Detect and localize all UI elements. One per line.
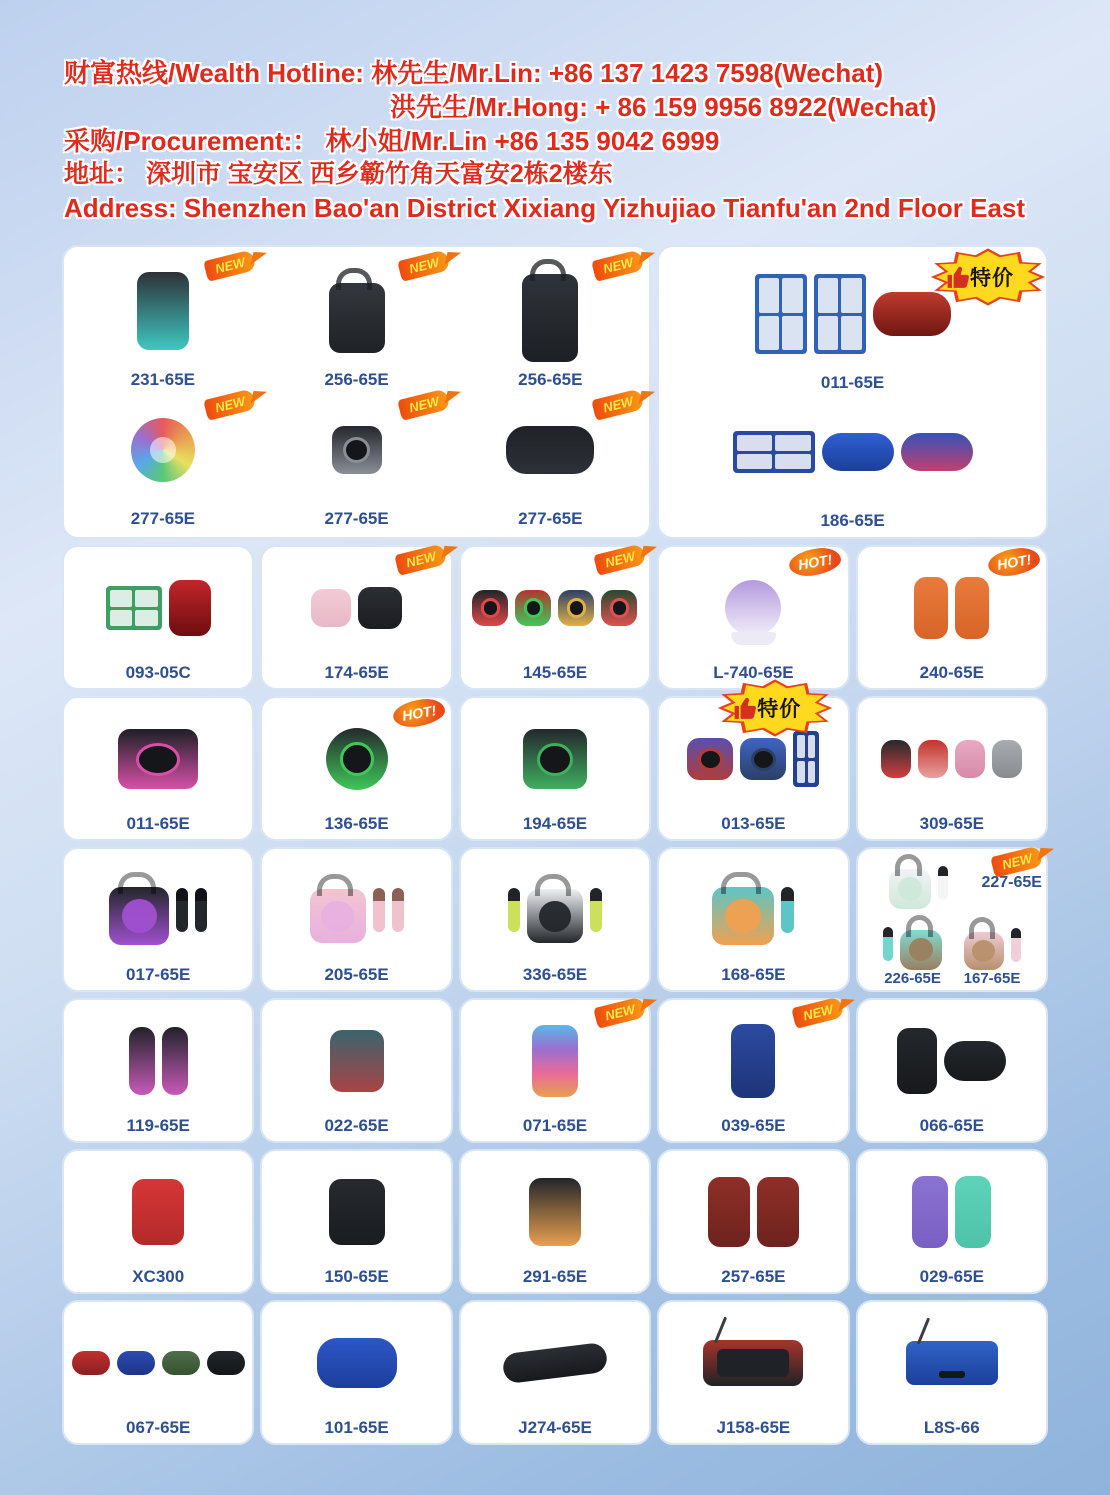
product-image-cyl [914,577,948,639]
product-photo [883,918,942,970]
pcb-chip [797,761,805,784]
product-photo [663,1159,843,1265]
product-code-label: 194-65E [522,814,588,834]
product-cell [856,998,1048,1143]
product-code-label: 066-65E [919,1116,984,1136]
product-code-label: 136-65E [324,814,389,834]
product-code-label: 257-65E [721,1267,786,1287]
product-image-radio [906,1341,998,1385]
product-photo [68,1159,248,1265]
pcb-chip [782,278,803,313]
product-image-cyl [912,1176,948,1248]
wealth-hotline-line: 财富热线/Wealth Hotline: 林先生/Mr.Lin: +86 137 1423 7598(Wechat) [64,58,883,88]
product-code-label: 240-65E [919,663,984,683]
speaker-grille [898,877,922,900]
product-code-label: 119-65E [126,1116,190,1136]
product-cell [657,1149,849,1294]
product-cell [856,847,1048,992]
speaker-grille [539,901,571,932]
product-photo [266,857,446,963]
product-image-cyl [731,1024,775,1098]
product-code-label: 256-65E [324,370,389,390]
product-code-label: 205-65E [324,965,389,985]
product-image-handle [329,283,385,353]
product-item [260,392,454,531]
speaker-grille [524,598,544,618]
product-image-mic [508,888,520,932]
product-photo [68,1008,248,1114]
product-trio [862,857,1042,987]
product-image-cyl [757,1177,799,1247]
product-item [883,918,942,987]
product-image-sq [523,729,587,789]
product-pair [862,918,1042,987]
new-badge: NEW [204,388,258,421]
pcb-chip [759,278,780,313]
product-image-karaoke [964,932,1004,970]
product-image-karaoke [527,889,583,943]
carry-handle [535,874,571,896]
product-photo [68,706,248,812]
product-code-label: 186-65E [820,511,885,531]
speaker-grille [698,748,723,771]
product-item [964,920,1021,987]
special-price-label: 特价 [969,267,1014,290]
product-image-sq [118,729,198,789]
product-cell [62,998,254,1143]
product-cell [459,696,651,841]
speaker-grille [136,743,180,776]
product-item [66,253,260,392]
product-code-label: 167-65E [963,969,1021,987]
product-image-cyl [918,740,948,778]
speaker-grille [567,598,587,618]
special-price-badge [936,251,1040,303]
product-image-hcyl [207,1351,245,1375]
product-cell [459,1149,651,1294]
product-image-pcb [793,731,819,787]
product-code-label: 168-65E [721,965,786,985]
product-cell [657,545,849,690]
product-image-mic [590,888,602,932]
product-code-label: 071-65E [522,1116,588,1136]
product-cell [260,1300,452,1445]
antenna [714,1317,727,1344]
product-image-sq [472,590,508,626]
pcb-chip [808,735,816,758]
product-code-label: 011-65E [820,373,885,393]
product-code-label: 277-65E [130,509,195,529]
product-code-label: L8S-66 [923,1418,980,1438]
product-image-mic [938,866,948,900]
product-photo [68,857,248,963]
product-cell [459,998,651,1143]
product-cell [62,1300,254,1445]
pcb-chip [135,590,158,607]
product-image-cyl [162,1027,188,1095]
product-cell [657,847,849,992]
product-photo [465,1310,645,1416]
product-cell [459,847,651,992]
product-cell [260,998,452,1143]
product-photo [266,555,446,661]
product-photo [862,1159,1042,1265]
product-image-cyl [708,1177,750,1247]
product-photo [862,1310,1042,1416]
product-image-cyl [881,740,911,778]
product-image-hcyl [72,1351,110,1375]
product-image-hcyl [822,433,894,471]
product-image-karaoke [712,887,774,945]
product-image-karaoke [109,887,169,945]
product-photo [266,1310,446,1416]
product-photo [68,555,248,661]
product-cell [260,545,452,690]
product-code-label: 277-65E [324,509,389,529]
product-cell [856,1149,1048,1294]
carry-handle [895,854,922,876]
pcb-chip [775,454,811,470]
product-cell [856,545,1048,690]
contact-header [64,56,1025,225]
product-code-label: 067-65E [126,1418,191,1438]
product-image-cyl [897,1028,937,1094]
product-image-sq [687,738,733,780]
product-image-boombox [703,1340,803,1386]
pcb-chip [737,454,773,470]
new-badge: NEW [990,845,1044,878]
product-image-mic [1011,928,1021,962]
speaker-panel [717,1349,789,1377]
new-badge: NEW [593,543,647,576]
pcb-chip [775,435,811,451]
product-photo [964,920,1021,970]
product-image-mic [883,927,893,961]
product-image-sq [558,590,594,626]
new-badge: NEW [791,996,845,1029]
product-code-label: 256-65E [518,370,583,390]
product-image-karaoke [889,869,931,909]
product-image-cyl [129,1027,155,1095]
product-image-handle [522,274,578,362]
pcb-chip [797,735,805,758]
product-photo [663,1310,843,1416]
hotline-line-2: 洪先生/Mr.Hong: + 86 159 9956 8922(Wechat) [390,92,937,122]
speaker-grille [537,743,572,776]
product-photo [862,706,1042,812]
product-code-label: J158-65E [716,1418,791,1438]
product-image-hcyl [117,1351,155,1375]
product-cell [62,847,254,992]
antenna [917,1318,930,1345]
address-line-en: Address: Shenzhen Bao'an District Xixiang Yizhujiao Tianfu'an 2nd Floor East [64,193,1026,223]
product-cell [260,1149,452,1294]
product-photo [663,1008,843,1114]
product-code-label: 309-65E [919,814,984,834]
product-code-label: 017-65E [126,965,191,985]
product-code-label: 022-65E [324,1116,389,1136]
product-code-label: 101-65E [324,1418,389,1438]
speaker-grille [122,899,157,933]
thumbs-up-icon [946,264,972,290]
conch-swirl [150,437,176,463]
pcb-chip [759,316,780,351]
product-image-pcb [733,431,815,473]
product-cell [459,545,651,690]
product-image-sq [740,738,786,780]
carry-handle [721,872,761,894]
product-item [665,395,1040,533]
product-image-hcyl [162,1351,200,1375]
product-cell [657,1300,849,1445]
pcb-chip [135,610,158,627]
special-price-label: 特价 [757,698,802,721]
product-code-label: 011-65E [126,814,190,834]
product-image-mic [781,887,794,933]
carry-handle [969,917,995,939]
product-image-hcyl [901,433,973,471]
product-code-label: 291-65E [522,1267,588,1287]
product-cell [260,847,452,992]
pcb-chip [782,316,803,351]
product-image-ball [725,580,781,636]
product-code-label: 039-65E [721,1116,786,1136]
new-badge: NEW [397,388,451,421]
product-item [260,253,454,392]
carry-handle [530,259,566,281]
pcb-chip [841,278,862,313]
speaker-grille [909,938,933,961]
hot-badge: HOT! [986,545,1042,580]
product-image-cyl [955,1176,991,1248]
speaker-grille [610,598,630,618]
product-image-hcyl [317,1338,397,1388]
product-photo [465,857,645,963]
product-image-mic [195,888,207,932]
product-photo [266,1008,446,1114]
product-code-label: 029-65E [919,1267,984,1287]
pcb-chip [737,435,773,451]
product-code-label: 013-65E [721,814,786,834]
new-badge: NEW [395,543,449,576]
product-photo [68,1310,248,1416]
product-image-circle [326,728,388,790]
carry-handle [906,915,933,937]
new-badge: NEW [593,996,647,1029]
product-image-sq [515,590,551,626]
product-image-pcb [106,586,162,630]
product-image-cyl [132,1179,184,1245]
featured-new-products-cell [62,245,651,539]
product-code-label: L-740-65E [713,663,794,683]
product-image-sq [332,426,382,474]
pcb-chip [110,590,133,607]
product-image-bar [502,1342,609,1384]
pcb-chip [818,316,839,351]
speaker-slot [939,1371,965,1378]
thumbs-up-icon [733,695,759,721]
product-image-cyl [992,740,1022,778]
product-photo [862,1008,1042,1114]
pcb-chip [110,610,133,627]
product-image-hcyl [506,426,594,474]
product-item [453,392,647,531]
product-cell [856,696,1048,841]
product-code-label: XC300 [132,1267,185,1287]
procurement-line: 采购/Procurement:： 林小姐/Mr.Lin +86 135 9042 6999 [64,126,720,156]
product-photo [465,706,645,812]
carry-handle [118,872,156,894]
hot-badge: HOT! [788,545,844,580]
product-image-pcb [755,274,807,354]
pcb-chip [841,316,862,351]
product-image-cyl [955,740,985,778]
product-cell [657,696,849,841]
product-image-karaoke [310,889,366,943]
product-cell [62,696,254,841]
product-item [66,392,260,531]
product-photo [465,555,645,661]
product-image-mic [392,888,404,932]
product-code-label: 174-65E [324,663,389,683]
product-photo [663,857,843,963]
speaker-grille [725,899,761,933]
product-code-label: J274-65E [518,1418,592,1438]
product-image-hcyl [944,1041,1006,1081]
special-price-badge [723,682,827,734]
product-image-cyl [330,1030,384,1092]
product-code-label: 336-65E [522,965,588,985]
speaker-grille [481,598,501,618]
new-badge: NEW [204,249,258,282]
address-line-cn: 地址： 深圳市 宝安区 西乡簕竹角天富安2栋2楼东 [64,160,613,188]
product-image-cyl [169,580,211,636]
product-image-cyl [529,1178,581,1246]
product-code-label: 277-65E [518,509,583,529]
speaker-base [731,632,776,645]
speaker-grille [340,742,374,776]
new-badge: NEW [397,249,451,282]
new-badge: NEW [591,388,645,421]
product-cell [856,1300,1048,1445]
product-image-sq [601,590,637,626]
speaker-grille [751,748,776,771]
product-cell [260,696,452,841]
product-image-cyl [137,272,189,350]
product-image-cyl [532,1025,578,1097]
product-item [453,253,647,392]
product-code-label: 145-65E [522,663,588,683]
carry-handle [317,874,353,896]
product-image-conch [131,418,195,482]
product-code-label: 226-65E [884,969,941,987]
product-image-cyl [358,587,402,629]
new-badge: NEW [591,249,645,282]
product-cell [459,1300,651,1445]
pcb-chip [808,761,816,784]
product-photo [465,1159,645,1265]
product-cell [657,998,849,1143]
product-cell [62,545,254,690]
product-image-cyl [955,577,989,639]
product-photo [266,1159,446,1265]
special-price-modules-cell [657,245,1048,539]
product-photo [862,857,976,909]
pcb-chip [818,278,839,313]
product-image-mic [176,888,188,932]
product-code-label: 231-65E [130,370,195,390]
product-image-mic [373,888,385,932]
product-image-cyl [311,589,351,627]
product-code-label: 227-65E [981,873,1042,891]
product-image-cyl [329,1179,385,1245]
speaker-grille [321,901,353,932]
product-code-label: 093-05C [125,663,191,683]
product-image-pcb [814,274,866,354]
product-photo [665,395,1040,509]
carry-handle [336,268,372,290]
hot-badge: HOT! [391,696,447,731]
speaker-grille [972,940,995,962]
product-photo [465,1008,645,1114]
product-image-karaoke [900,930,942,970]
product-grid [62,245,1048,1445]
product-cell [62,1149,254,1294]
speaker-grille [343,437,371,463]
product-code-label: 150-65E [324,1267,389,1287]
